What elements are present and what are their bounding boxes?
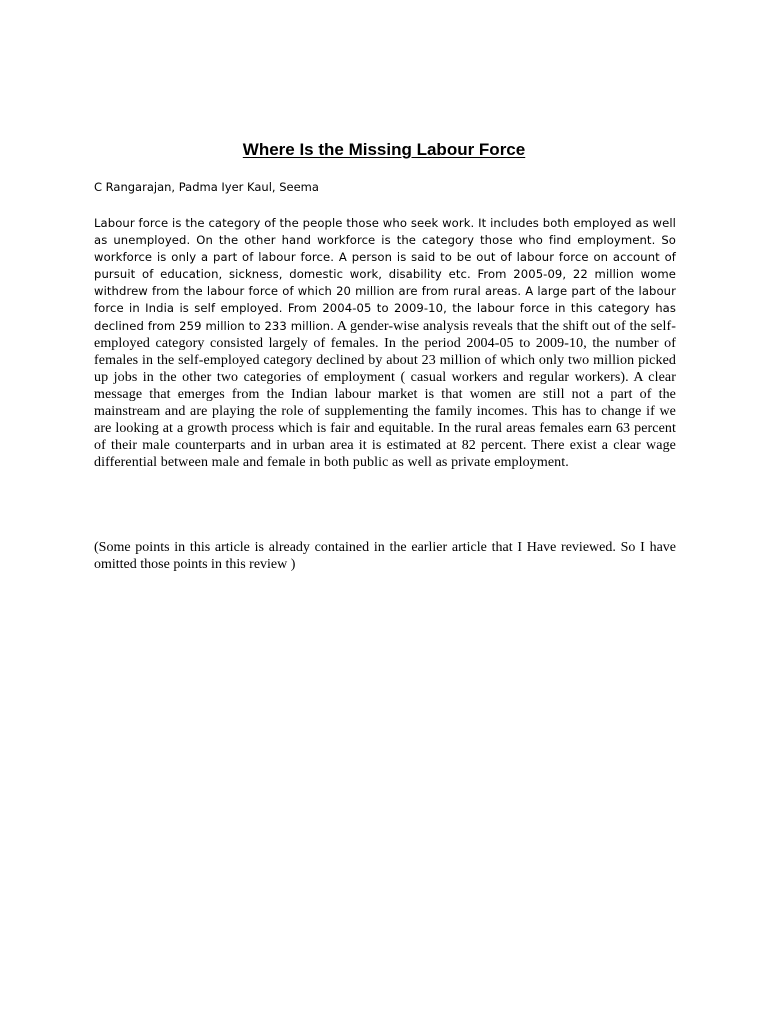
document-title: Where Is the Missing Labour Force bbox=[242, 140, 526, 159]
body-paragraph-main-serif-part: A gender-wise analysis reveals that the shift out of the self-employed category consisted largely of females. In the period 2004-05 to 2009-10, the number of females in the self-employed category declined by about 23 million of which only two million picked up jobs in the other two categories of employment ( casual workers and regular workers). A clear message that emerges from the Indian labour market is that women are still not a part of the mainstream and are playing the role of supplementing the family incomes. This has to change if we are looking at a growth process which is fair and equitable. In the rural areas females earn 63 percent of their male counterparts and in urban area it is estimated at 82 percent. There exist a clear wage differential between male and female in both public as well as private employment. bbox=[94, 318, 676, 471]
body-paragraph-main-sans-part: Labour force is the category of the people those who seek work. It includes both employed as well as unemployed. On the other hand workforce is the category those who find employment. So workforce is only a part of labour force. A person is said to be out of labour force on account of pursuit of education, sickness, domestic work, disability etc. From 2005-09, 22 million wome withdrew from the labour force of which 20 million are from rural areas. A large part of the labour force in India is self employed. From 2004-05 to 2009-10, the labour force in this category has declined from 259 million to 233 million. bbox=[94, 216, 676, 333]
body-paragraph-main bbox=[94, 215, 676, 471]
document-authors: C Rangarajan, Padma Iyer Kaul, Seema bbox=[94, 180, 319, 194]
body-paragraph-note: (Some points in this article is already contained in the earlier article that I Have reviewed. So I have omitted those points in this review ) bbox=[94, 540, 676, 572]
